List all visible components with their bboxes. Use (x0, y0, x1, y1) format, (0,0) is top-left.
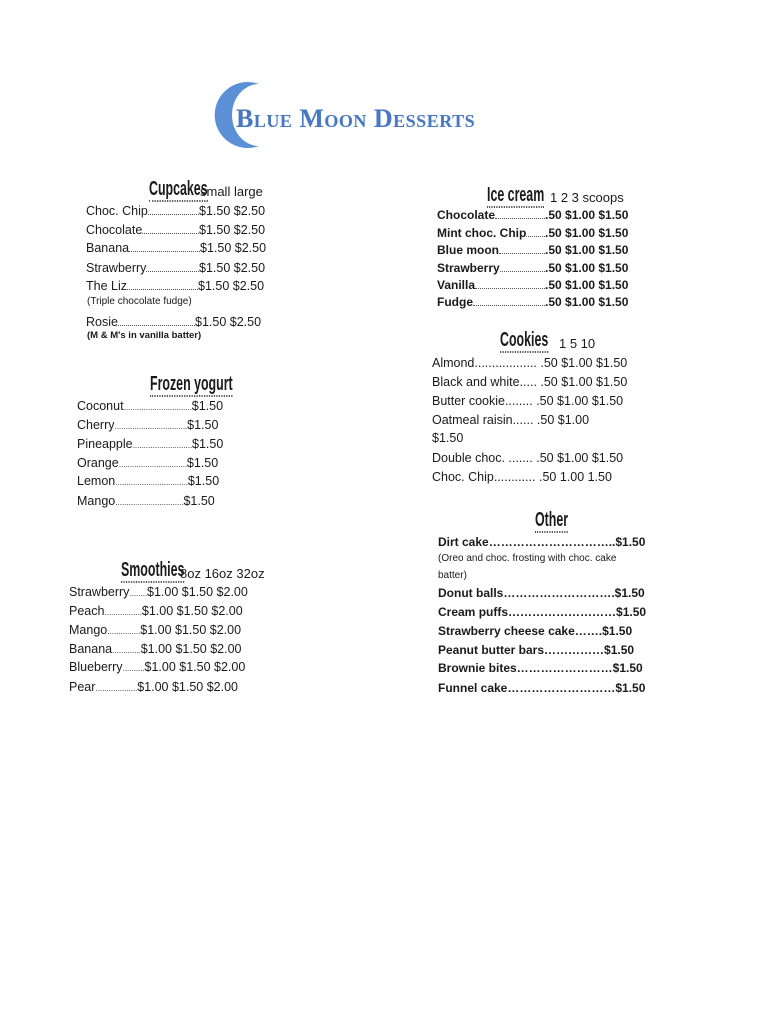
item-name: Blueberry (69, 660, 123, 674)
menu-item-row: Oatmeal raisin...... .50 $1.00 (432, 413, 590, 427)
other-heading: Other (535, 509, 569, 531)
item-price: $1.50 (183, 494, 215, 508)
menu-item-row: Brownie bites……………………$1.50 (438, 661, 643, 675)
item-note: (Triple chocolate fudge) (87, 296, 192, 307)
item-price: $1.50 (191, 399, 224, 413)
menu-item-row (69, 622, 241, 639)
menu-item-row (86, 278, 264, 294)
item-name: Chocolate (86, 223, 143, 237)
item-price: $1.50 $2.50 (195, 315, 262, 329)
page-title: Blue Moon Desserts (236, 104, 476, 133)
dotted-leader (500, 261, 545, 272)
item-name: Mango (77, 494, 116, 508)
dotted-leader (473, 295, 545, 306)
item-name: Choc. Chip (86, 204, 148, 218)
item-price: $1.50 $2.50 (199, 261, 266, 275)
item-name: Rosie (86, 315, 118, 329)
dotted-leader: ........................... (132, 440, 193, 450)
dotted-leader (146, 261, 199, 272)
item-name: Strawberry (86, 261, 147, 275)
menu-item-row: Donut balls……………………….$1.50 (438, 586, 645, 600)
dotted-leader: ................................. (114, 421, 188, 431)
dotted-leader (142, 223, 199, 234)
item-price: $1.00 $1.50 $2.00 (141, 604, 243, 618)
item-price: $1.50 $2.50 (199, 204, 266, 218)
menu-item-row (86, 222, 265, 238)
item-price: $1.00 $1.50 $2.00 (140, 642, 242, 656)
dotted-leader (526, 226, 545, 237)
item-price: $1.50 (192, 437, 224, 451)
menu-item-row: Dirt cake…………………………..$1.50 (438, 535, 646, 549)
menu-item-row (86, 240, 266, 256)
item-price: $1.50 $2.50 (199, 223, 266, 237)
item-name: Blue moon (437, 243, 499, 257)
dotted-leader (127, 279, 198, 290)
dotted-leader (499, 243, 545, 254)
item-price: $1.50 $2.50 (200, 241, 267, 255)
menu-item-row (77, 398, 223, 415)
menu-item-row: $1.50 (432, 431, 464, 445)
menu-item-row (77, 417, 218, 434)
menu-item-row (437, 260, 628, 276)
cookies-sizes: 1 5 10 (559, 336, 596, 351)
item-name: Cherry (77, 418, 115, 432)
item-name: Orange (77, 456, 119, 470)
item-name: Fudge (437, 295, 473, 309)
dotted-leader: ............................... (123, 402, 192, 412)
item-price: $1.50 (187, 474, 220, 488)
item-price: $1.50 (186, 456, 219, 470)
item-name: Vanilla (437, 278, 476, 292)
menu-item-row: Butter cookie........ .50 $1.00 $1.50 (432, 394, 624, 408)
item-price: .50 $1.00 $1.50 (545, 226, 629, 240)
menu-item-row (69, 659, 245, 676)
dotted-leader: ............. (112, 645, 141, 655)
dotted-leader (148, 204, 199, 215)
item-price: .50 $1.00 $1.50 (545, 208, 629, 222)
item-price: .50 $1.00 $1.50 (545, 261, 629, 275)
menu-item-row (69, 641, 242, 658)
dotted-leader: ................................. (115, 477, 188, 487)
item-price: $1.50 $2.50 (198, 279, 265, 293)
dotted-leader (475, 278, 545, 289)
dotted-leader: ................... (95, 683, 138, 693)
menu-item-row: Choc. Chip............ .50 1.00 1.50 (432, 470, 612, 484)
item-name: Strawberry (69, 585, 130, 599)
menu-item-row (77, 493, 215, 510)
menu-item-row (69, 679, 238, 696)
item-name: Chocolate (437, 208, 496, 222)
item-name: Lemon (77, 474, 116, 488)
ice-cream-heading: Ice cream (487, 184, 545, 206)
menu-item-row (77, 436, 223, 453)
dotted-leader: ............................... (115, 497, 184, 507)
item-name: Pineapple (77, 437, 133, 451)
dotted-leader (129, 241, 200, 252)
smoothies-heading: Smoothies (121, 559, 185, 581)
item-price: $1.00 $1.50 $2.00 (144, 660, 246, 674)
item-note: (Oreo and choc. frosting with choc. cake (438, 553, 617, 564)
cupcakes-sizes: small large (200, 184, 263, 199)
item-name: Coconut (77, 399, 124, 413)
menu-item-row (86, 203, 265, 219)
item-price: .50 $1.00 $1.50 (545, 278, 629, 292)
menu-item-row (86, 314, 261, 330)
item-name: Pear (69, 680, 96, 694)
item-note: (M & M's in vanilla batter) (87, 330, 202, 341)
item-name: Banana (86, 241, 130, 255)
item-name: Mint choc. Chip (437, 226, 527, 240)
menu-item-row: Cream puffs………………………$1.50 (438, 605, 647, 619)
menu-item-row: Funnel cake………………………$1.50 (438, 681, 646, 695)
menu-item-row (437, 225, 628, 241)
cupcakes-heading: Cupcakes (149, 178, 208, 200)
item-price: .50 $1.00 $1.50 (545, 295, 629, 309)
menu-item-row (437, 294, 628, 310)
item-price: .50 $1.00 $1.50 (545, 243, 629, 257)
menu-item-row (86, 260, 265, 276)
menu-item-row: Strawberry cheese cake…….$1.50 (438, 624, 633, 638)
item-price: $1.00 $1.50 $2.00 (140, 623, 242, 637)
menu-item-row (69, 584, 248, 601)
item-name: Mango (69, 623, 108, 637)
menu-item-row: Peanut butter bars……………$1.50 (438, 643, 635, 657)
item-name: Strawberry (437, 261, 500, 275)
menu-item-row: Black and white..... .50 $1.00 $1.50 (432, 375, 628, 389)
frozen-yogurt-heading: Frozen yogurt (150, 373, 233, 395)
item-price: $1.00 $1.50 $2.00 (147, 585, 248, 599)
menu-item-row (77, 455, 218, 472)
dotted-leader: ........ (129, 588, 148, 598)
item-name: Peach (69, 604, 105, 618)
dotted-leader: ............................... (118, 459, 187, 469)
menu-item-row (69, 603, 243, 620)
dotted-leader: ................. (104, 607, 142, 617)
item-note: batter) (438, 570, 467, 581)
item-name: Banana (69, 642, 113, 656)
menu-item-row: Double choc. ....... .50 $1.00 $1.50 (432, 451, 624, 465)
cookies-heading: Cookies (500, 329, 549, 351)
menu-item-row (437, 242, 628, 258)
item-price: $1.50 (187, 418, 219, 432)
item-name: The Liz (86, 279, 127, 293)
dotted-leader (495, 208, 545, 219)
dotted-leader (118, 315, 195, 326)
ice-cream-sizes: 1 2 3 scoops (550, 190, 624, 205)
dotted-leader: .......... (122, 663, 145, 673)
menu-item-row (437, 277, 628, 293)
menu-item-row: Almond.................. .50 $1.00 $1.50 (432, 356, 628, 370)
dotted-leader: ............... (107, 626, 141, 636)
menu-item-row (437, 207, 628, 223)
menu-item-row (77, 473, 219, 490)
smoothies-sizes: 8oz 16oz 32oz (180, 566, 265, 581)
item-price: $1.00 $1.50 $2.00 (137, 680, 239, 694)
